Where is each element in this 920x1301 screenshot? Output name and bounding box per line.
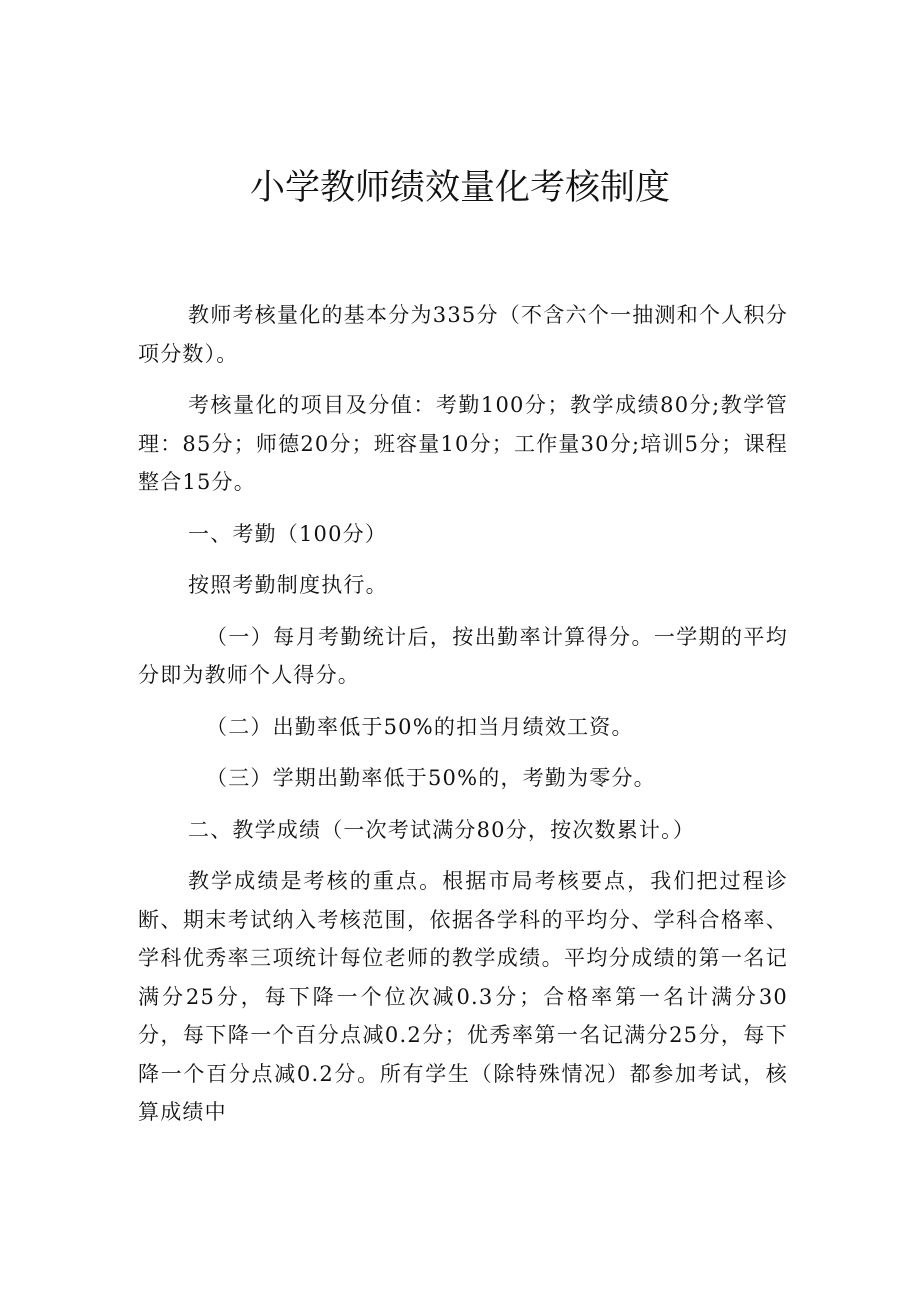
paragraph-attendance-item-1: （一）每月考勤统计后，按出勤率计算得分。一学期的平均分即为教师个人得分。 [138,624,788,687]
document-title: 小学教师绩效量化考核制度 [249,168,670,208]
paragraph-teaching-results: 教学成绩是考核的重点。根据市局考核要点，我们把过程诊断、期末考试纳入考核范围，依据各学科的平均分、学科合格率、学科优秀率三项统计每位老师的教学成绩。平均分成绩的第一名记满分25分，每下降一个位次减0.3分；合格率第一名计满分30分，每下降一个百分点减0.2分；优秀率第一名记满分25分，每下降一个百分点减0.2分。所有学生（除特殊情况）都参加考试，核算成绩中 [138,869,788,1124]
section-heading-attendance: 一、考勤（100分） [188,521,388,546]
paragraph-attendance-rule: 按照考勤制度执行。 [188,573,388,597]
document-body [138,296,788,1145]
paragraph-base-score: 教师考核量化的基本分为335分（不含六个一抽测和个人积分项分数）。 [138,303,788,366]
section-heading-teaching-results: 二、教学成绩（一次考试满分80分，按次数累计。） [188,817,696,842]
paragraph-score-items: 考核量化的项目及分值：考勤100分；教学成绩80分;教学管理：85分；师德20分；班容量10分；工作量30分;培训5分；课程整合15分。 [138,393,788,494]
paragraph-attendance-item-3: （三）学期出勤率低于50%的，考勤为零分。 [206,766,656,790]
paragraph-attendance-item-2: （二）出勤率低于50%的扣当月绩效工资。 [206,714,634,739]
